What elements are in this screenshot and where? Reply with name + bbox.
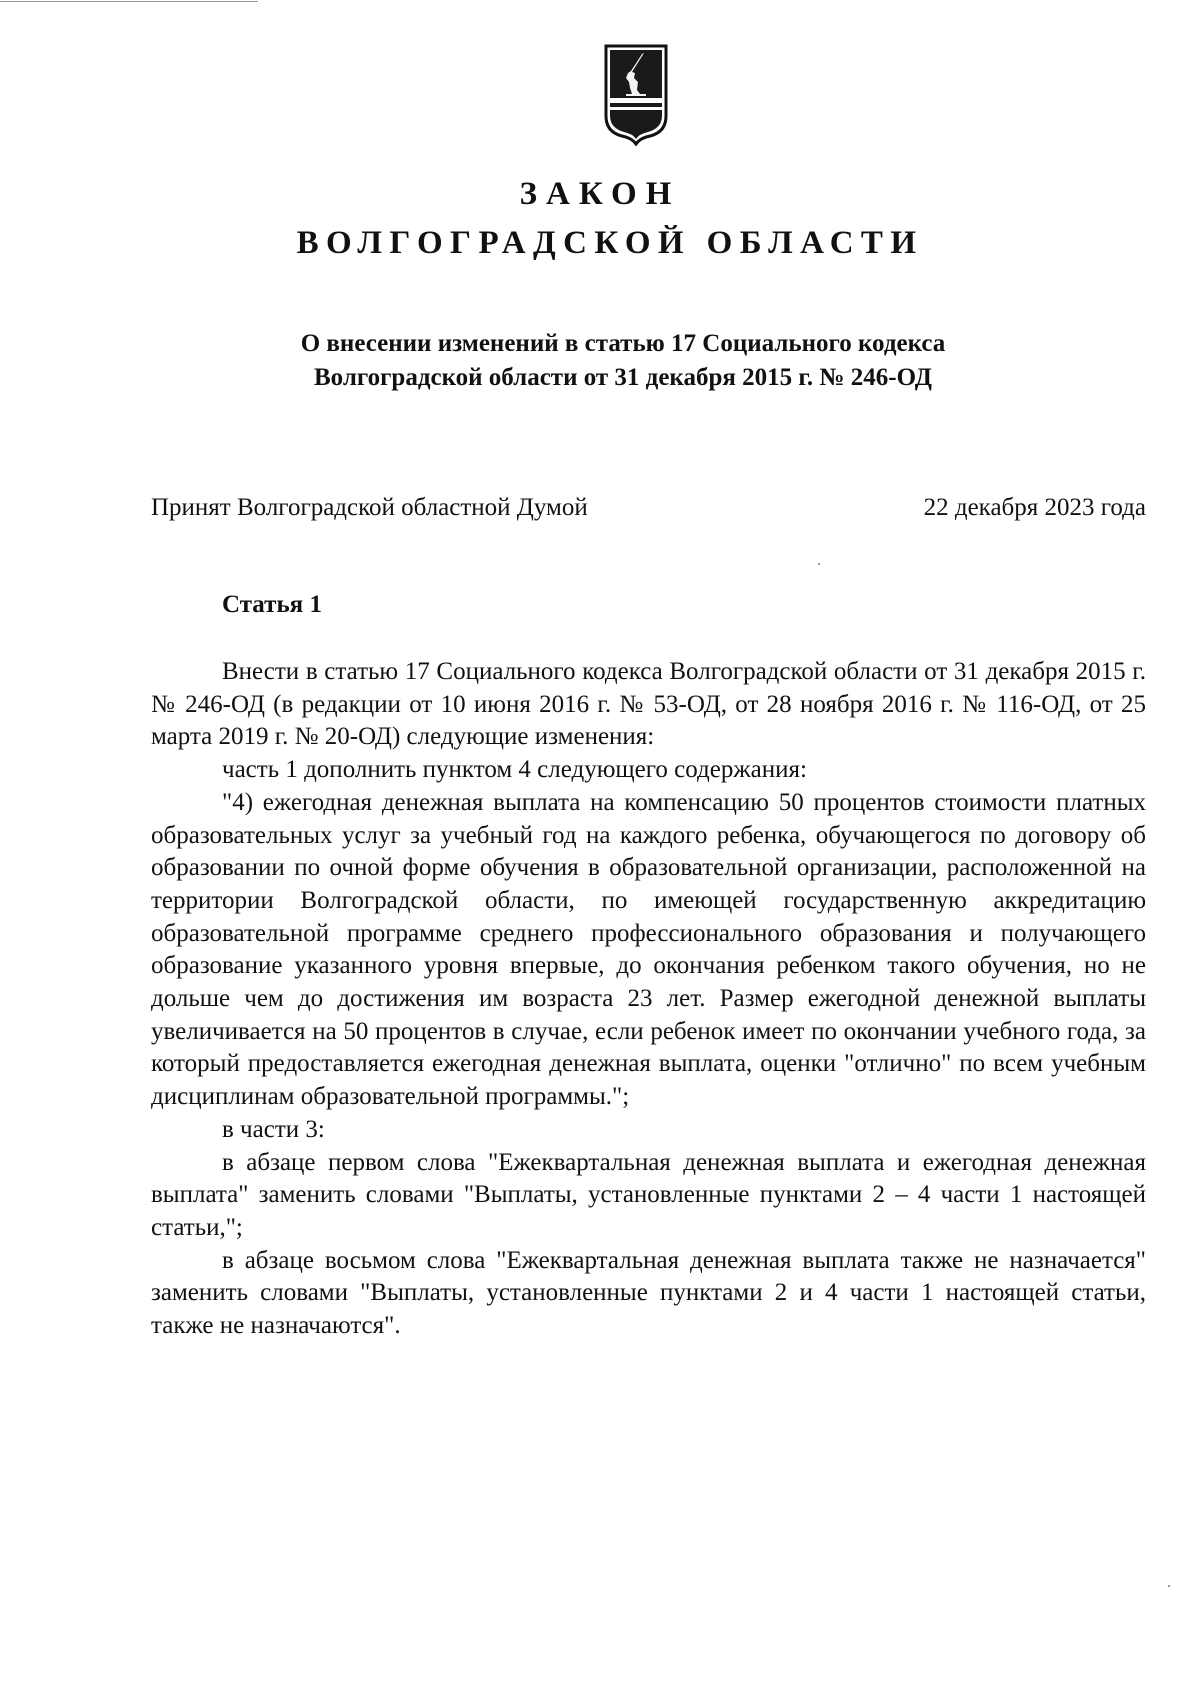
adoption-line	[151, 491, 1146, 525]
law-subject	[0, 327, 1200, 395]
paragraph-abzac1: в абзаце первом слова "Ежеквартальная денежная выплата и ежегодная денежная выплата" заменить словами "Выплаты, установленные пунктами 2 – 4 части 1 настоящей статьи,";	[151, 1148, 1146, 1241]
scan-speck	[818, 563, 820, 565]
law-subject-line-2: Волгоградской области от 31 декабря 2015 г. № 246-ОД	[313, 364, 933, 391]
article-heading: Статья 1	[222, 591, 322, 618]
article-body	[151, 656, 1146, 1343]
scan-speck	[1168, 1585, 1170, 1587]
paragraph-part3: в части 3:	[222, 1115, 325, 1143]
law-subject-line-1: О внесении изменений в статью 17 Социального кодекса	[300, 330, 946, 357]
paragraph-intro: Внести в статью 17 Социального кодекса Волгоградской области от 31 декабря 2015 г. № 246-ОД (в редакции от 10 июня 2016 г. № 53-ОД, от 28 ноября 2016 г. № 116-ОД, от 25 марта 2019 г. № 20-ОД) следующие изменения:	[151, 658, 1146, 751]
region-title: ВОЛГОГРАДСКОЙ ОБЛАСТИ	[296, 225, 924, 261]
paragraph-abzac8: в абзаце восьмом слова "Ежеквартальная денежная выплата также не назначается" заменить словами "Выплаты, установленные пунктами 2 и 4 части 1 настоящей статьи, также не назначаются".	[151, 1246, 1146, 1340]
document-type-title: ЗАКОН	[519, 176, 681, 212]
paragraph-part1: часть 1 дополнить пунктом 4 следующего содержания:	[222, 756, 807, 784]
adopted-by: Принят Волгоградской областной Думой	[151, 494, 588, 521]
scan-edge-line	[0, 1, 258, 2]
paragraph-item4: "4) ежегодная денежная выплата на компенсацию 50 процентов стоимости платных образовательных услуг за учебный год на каждого ребенка, обучающегося по договору об образовании по очной форме обучения в образовательной организации, расположенной на территории Волгоградской области, по имеющей государственную аккредитацию образовательной программе среднего профессионального образования и получающего образование указанного уровня впервые, до окончания ребенком такого обучения, но не дольше чем до достижения им возраста 23 лет. Размер ежегодной денежной выплаты увеличивается на 50 процентов в случае, если ребенок имеет по окончании учебного года, за который предоставляется ежегодная денежная выплата, оценки "отлично" по всем учебным дисциплинам образовательной программы.";	[151, 788, 1146, 1111]
coat-of-arms-emblem	[602, 42, 670, 146]
adopted-date: 22 декабря 2023 года	[923, 494, 1146, 521]
